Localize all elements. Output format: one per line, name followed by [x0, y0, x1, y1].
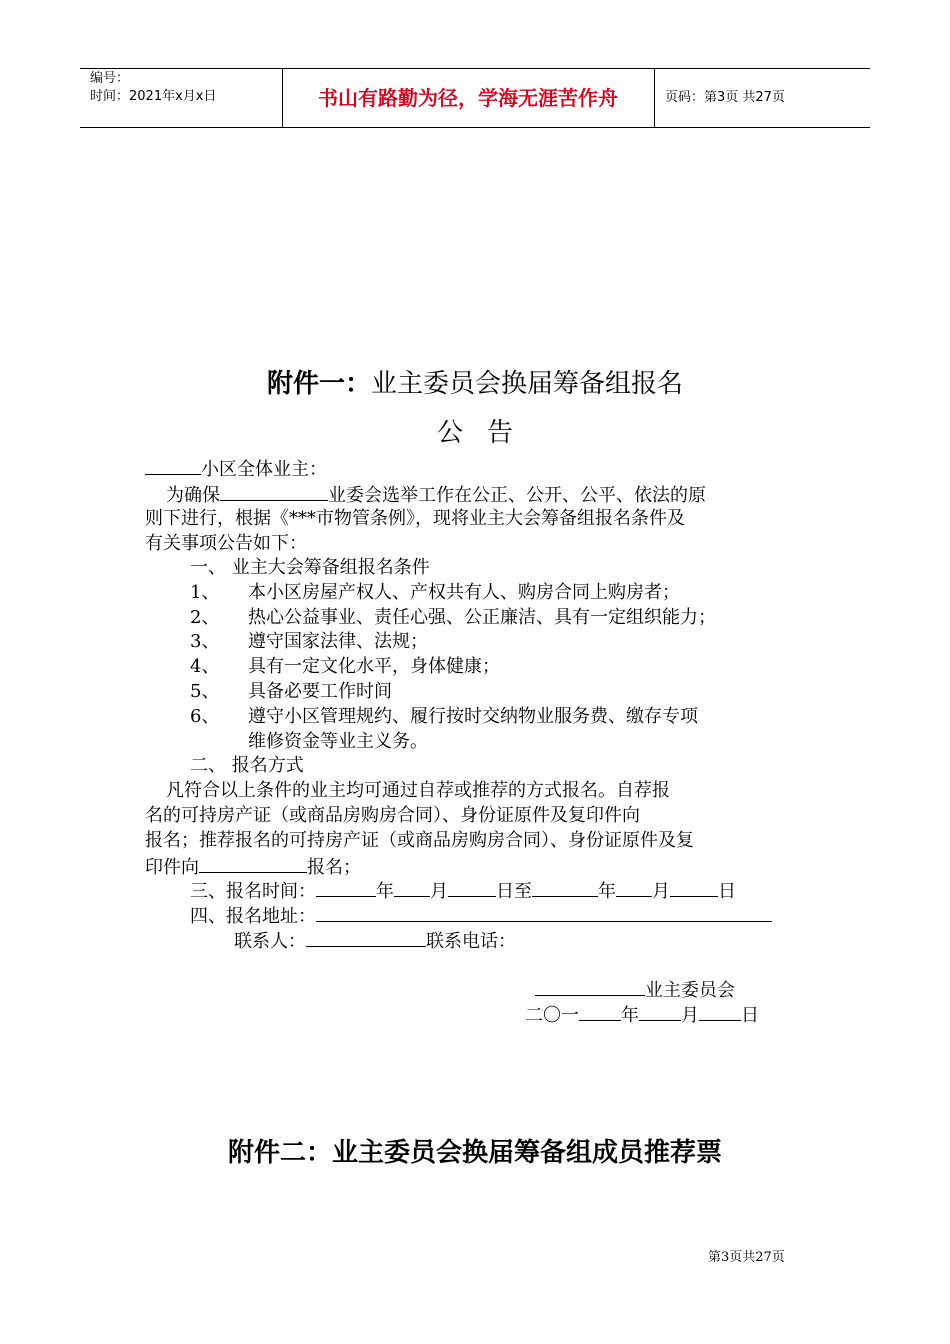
blank-community [145, 456, 201, 475]
condition-6-continued: 维修资金等业主义务。 [248, 731, 428, 752]
registration-address-line: 四、报名地址： [190, 903, 772, 929]
signature-date-line: 二〇一 年 月 日 [525, 1002, 759, 1028]
condition-item: 2、 热心公益事业、责任心强、公正廉洁、具有一定组织能力； [190, 607, 716, 628]
blank-address [316, 903, 772, 922]
intro-line-2: 则下进行，根据《***市物管条例》，现将业主大会筹备组报名条件及 [145, 508, 685, 529]
method-line-2: 名的可持房产证（或商品房购房合同）、身份证原件及复印件向 [145, 805, 640, 826]
page-footer: 第3页共27页 [708, 1250, 785, 1265]
contact-line: 联系人： 联系电话： [234, 928, 516, 954]
condition-item: 3、 遵守国家法律、法规； [190, 631, 428, 652]
section-2-heading: 二、 报名方式 [190, 755, 304, 776]
condition-item: 5、 具备必要工作时间 [190, 681, 392, 702]
condition-item: 6、 遵守小区管理规约、履行按时交纳物业服务费、缴存专项 [190, 706, 698, 727]
header-divider-right [654, 68, 655, 128]
blank-start-year [316, 878, 376, 897]
header-meta [90, 70, 216, 106]
blank-registration-office [199, 854, 307, 873]
method-line-3: 报名；推荐报名的可持房产证（或商品房购房合同）、身份证原件及复 [145, 830, 694, 851]
blank-community-name [220, 482, 328, 501]
method-line-4: 印件向 报名； [145, 854, 361, 880]
intro-line-3: 有关事项公告如下： [145, 533, 307, 554]
attachment-2-title: 附件二：业主委员会换届筹备组成员推荐票 [227, 1138, 722, 1168]
blank-committee-name [535, 977, 645, 996]
blank-sign-year [579, 1002, 621, 1021]
header-page-number: 页码：第3页 共27页 [665, 90, 785, 105]
intro-line-1: 为确保 业委会选举工作在公正、公开、公平、依法的原 [166, 482, 706, 508]
blank-contact-person [306, 928, 426, 947]
signature-line: 业主委员会 [535, 977, 735, 1003]
notice-title-prefix: 附件一： [266, 369, 371, 399]
section-1-heading: 一、 业主大会筹备组报名条件 [190, 557, 430, 578]
blank-sign-month [639, 1002, 681, 1021]
date-label: 时间：2021年x月x日 [90, 89, 217, 104]
blank-end-year [532, 878, 598, 897]
method-line-1: 凡符合以上条件的业主均可通过自荐或推荐的方式报名。自荐报 [166, 780, 670, 801]
salutation-line [145, 456, 327, 482]
blank-sign-day [699, 1002, 741, 1021]
notice-title [0, 363, 950, 400]
blank-start-day [448, 878, 496, 897]
notice-title-main: 业主委员会换届筹备组报名 [371, 369, 684, 399]
header-motto: 书山有路勤为径，学海无涯苦作舟 [318, 86, 618, 110]
blank-end-month [616, 878, 652, 897]
notice-title-second: 公告 [436, 418, 537, 448]
condition-item: 1、 本小区房屋产权人、产权共有人、购房合同上购房者； [190, 582, 680, 603]
page-header [80, 68, 870, 128]
condition-item: 4、 具有一定文化水平，身体健康； [190, 656, 500, 677]
serial-label: 编号： [90, 71, 130, 86]
registration-time-line: 三、报名时间： 年 月 日至 年 月 日 [190, 878, 736, 904]
salutation: 小区全体业主： [201, 459, 327, 480]
blank-start-month [394, 878, 430, 897]
blank-end-day [670, 878, 718, 897]
